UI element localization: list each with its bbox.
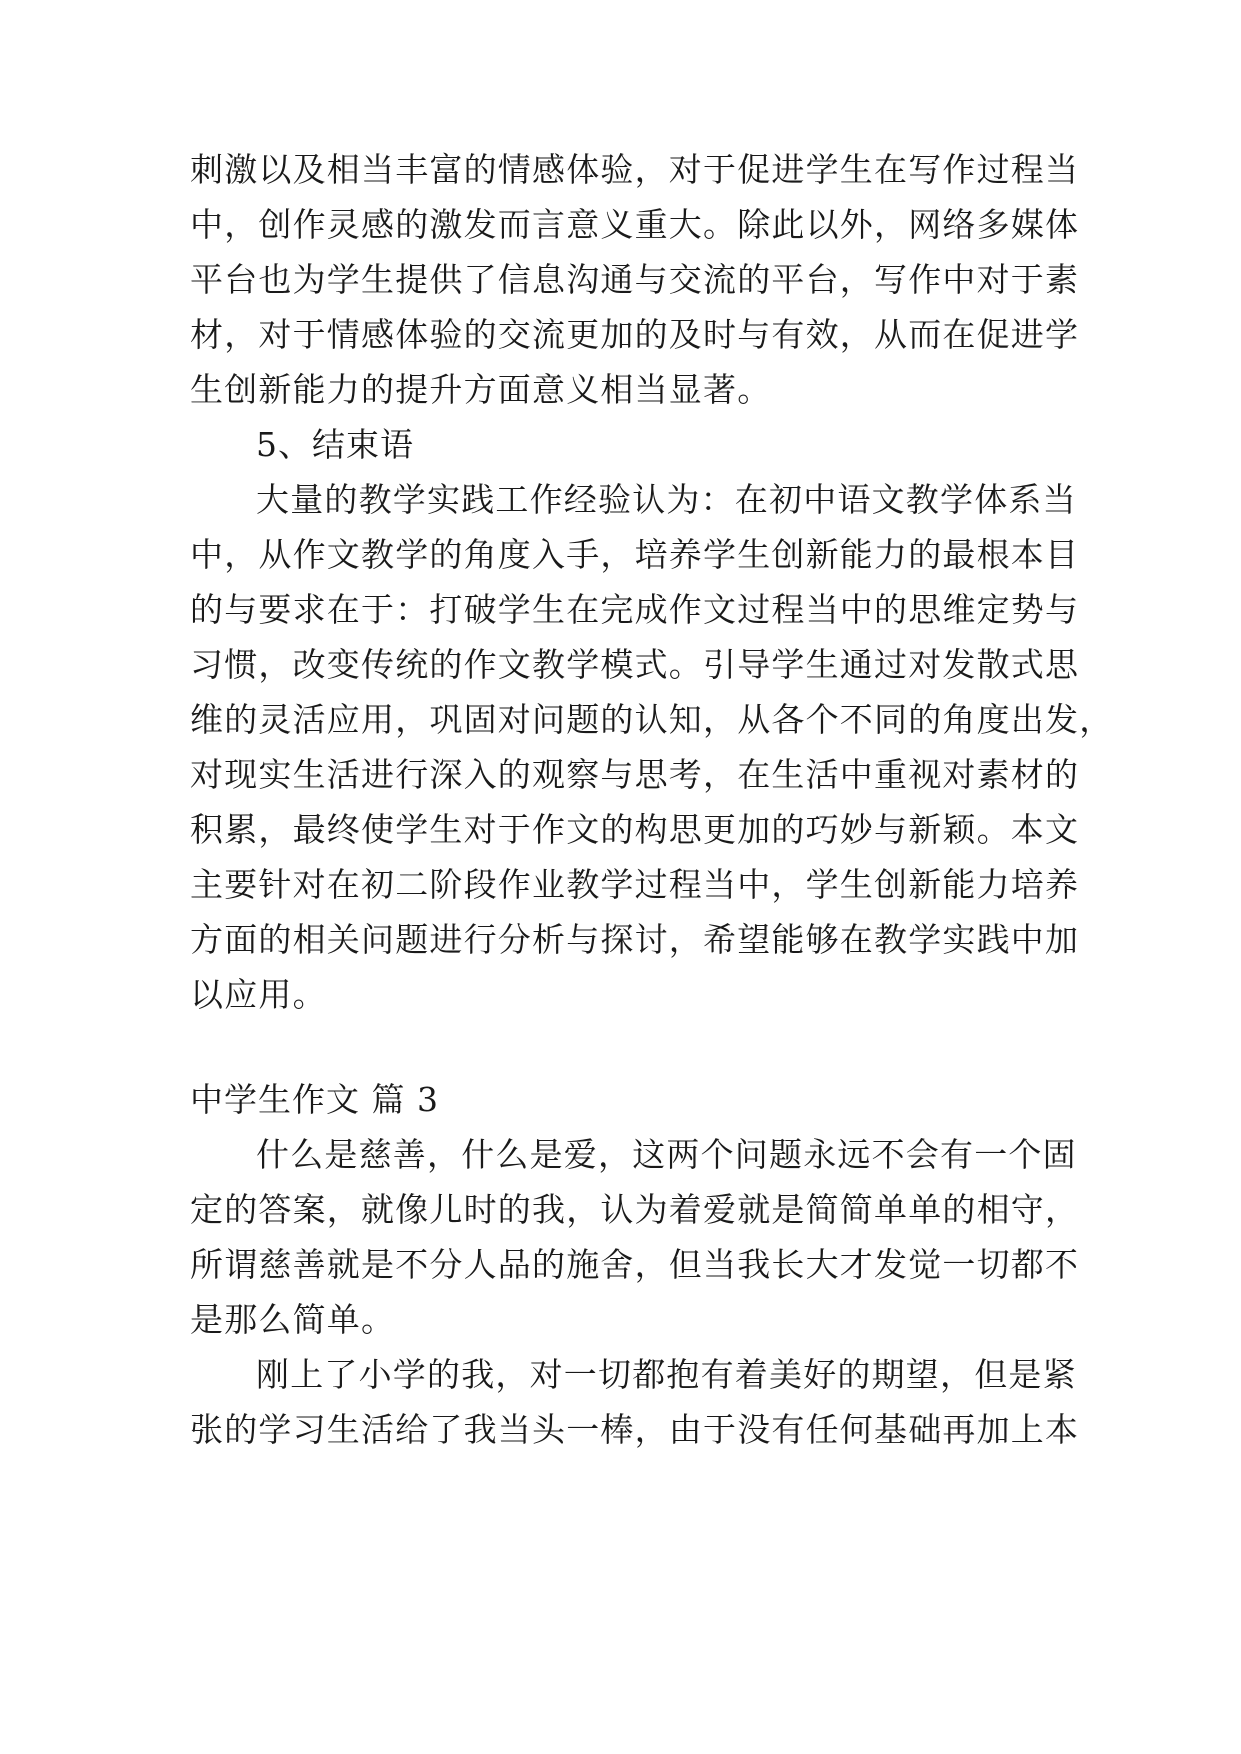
paragraph-3-line-4: 是那么简单。 bbox=[190, 1300, 396, 1339]
paragraph-2-line-7: 积累，最终使学生对于作文的构思更加的巧妙与新颖。本文 bbox=[190, 810, 1080, 849]
paragraph-3-line-1: 什么是慈善，什么是爱，这两个问题永远不会有一个固 bbox=[256, 1135, 1077, 1174]
paragraph-3-line-3: 所谓慈善就是不分人品的施舍，但当我长大才发觉一切都不 bbox=[190, 1245, 1080, 1284]
article-title: 中学生作文 篇 3 bbox=[190, 1080, 439, 1119]
paragraph-1-line-5: 生创新能力的提升方面意义相当显著。 bbox=[190, 370, 772, 409]
paragraph-2-line-4: 习惯，改变传统的作文教学模式。引导学生通过对发散式思 bbox=[190, 645, 1080, 684]
paragraph-4-line-1: 刚上了小学的我，对一切都抱有着美好的期望，但是紧 bbox=[256, 1355, 1077, 1394]
paragraph-3-line-2: 定的答案，就像儿时的我，认为着爱就是简简单单的相守， bbox=[190, 1190, 1080, 1229]
paragraph-2-line-10: 以应用。 bbox=[190, 975, 327, 1014]
paragraph-2-line-6: 对现实生活进行深入的观察与思考，在生活中重视对素材的 bbox=[190, 755, 1080, 794]
paragraph-1-line-4: 材，对于情感体验的交流更加的及时与有效，从而在促进学 bbox=[190, 315, 1080, 354]
paragraph-2-line-8: 主要针对在初二阶段作业教学过程当中，学生创新能力培养 bbox=[190, 865, 1080, 904]
section-heading: 5、结束语 bbox=[256, 425, 414, 464]
paragraph-1-line-1: 刺激以及相当丰富的情感体验，对于促进学生在写作过程当 bbox=[190, 150, 1080, 189]
paragraph-4-line-2: 张的学习生活给了我当头一棒，由于没有任何基础再加上本 bbox=[190, 1410, 1080, 1449]
paragraph-1-line-2: 中，创作灵感的激发而言意义重大。除此以外，网络多媒体 bbox=[190, 205, 1080, 244]
paragraph-1-line-3: 平台也为学生提供了信息沟通与交流的平台，写作中对于素 bbox=[190, 260, 1080, 299]
paragraph-2-line-3: 的与要求在于：打破学生在完成作文过程当中的思维定势与 bbox=[190, 590, 1080, 629]
paragraph-2-line-2: 中，从作文教学的角度入手，培养学生创新能力的最根本目 bbox=[190, 535, 1080, 574]
paragraph-2-line-1: 大量的教学实践工作经验认为：在初中语文教学体系当 bbox=[256, 480, 1077, 519]
paragraph-2-line-5: 维的灵活应用，巩固对问题的认知，从各个不同的角度出发， bbox=[190, 700, 1114, 739]
paragraph-2-line-9: 方面的相关问题进行分析与探讨，希望能够在教学实践中加 bbox=[190, 920, 1080, 959]
